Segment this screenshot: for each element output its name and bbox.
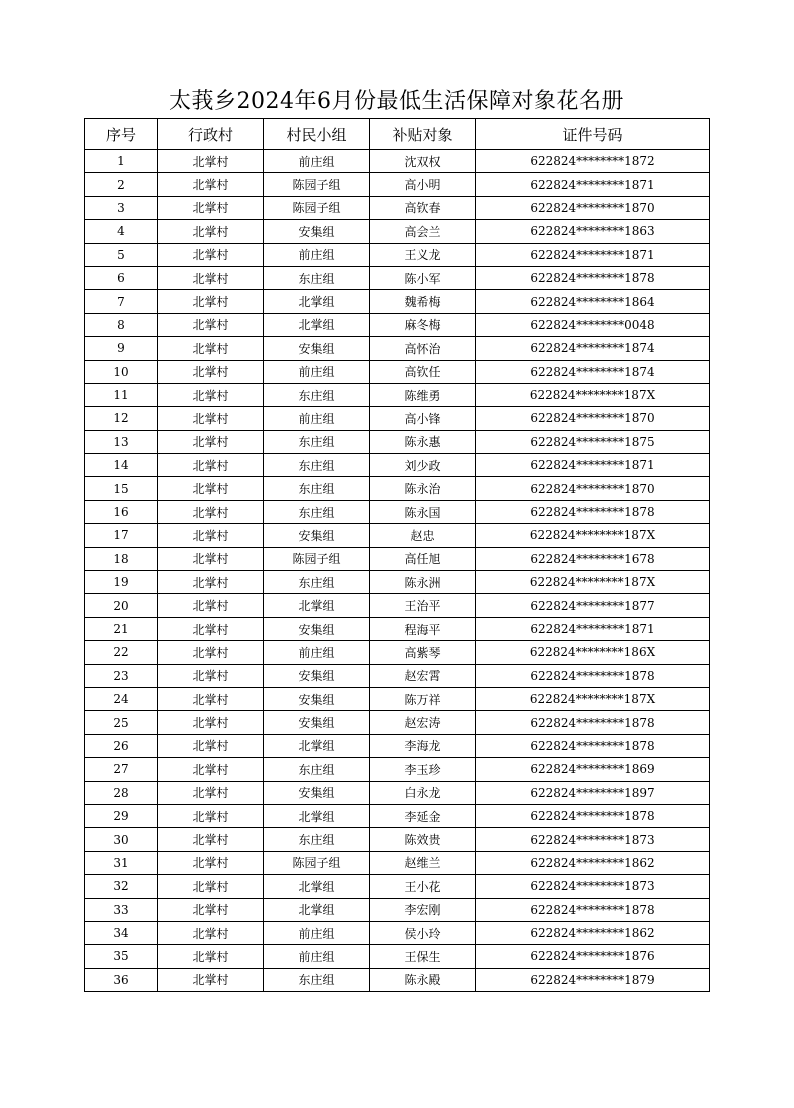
table-row [85, 337, 710, 360]
cell-serial-number: 27 [85, 758, 158, 781]
cell-id-number: 622824********1678 [476, 547, 710, 570]
cell-serial-number: 26 [85, 734, 158, 757]
cell-serial-number: 10 [85, 360, 158, 383]
cell-recipient: 陈维勇 [370, 383, 476, 406]
table-row [85, 407, 710, 430]
cell-villager-group: 安集组 [264, 711, 370, 734]
table-row [85, 594, 710, 617]
cell-recipient: 刘少政 [370, 454, 476, 477]
cell-id-number: 622824********1871 [476, 617, 710, 640]
table-row [85, 945, 710, 968]
cell-villager-group: 东庄组 [264, 758, 370, 781]
cell-village: 北掌村 [158, 664, 264, 687]
cell-recipient: 赵忠 [370, 524, 476, 547]
cell-serial-number: 24 [85, 687, 158, 710]
cell-village: 北掌村 [158, 968, 264, 991]
table-row [85, 921, 710, 944]
cell-village: 北掌村 [158, 617, 264, 640]
cell-village: 北掌村 [158, 290, 264, 313]
cell-recipient: 陈永惠 [370, 430, 476, 453]
cell-recipient: 陈效贵 [370, 828, 476, 851]
cell-villager-group: 东庄组 [264, 266, 370, 289]
cell-recipient: 沈双权 [370, 150, 476, 173]
table-row [85, 477, 710, 500]
cell-serial-number: 25 [85, 711, 158, 734]
cell-recipient: 高任旭 [370, 547, 476, 570]
cell-recipient: 陈永洲 [370, 571, 476, 594]
cell-villager-group: 前庄组 [264, 150, 370, 173]
cell-villager-group: 东庄组 [264, 477, 370, 500]
cell-id-number: 622824********1876 [476, 945, 710, 968]
cell-villager-group: 安集组 [264, 524, 370, 547]
cell-villager-group: 前庄组 [264, 641, 370, 664]
cell-serial-number: 18 [85, 547, 158, 570]
cell-recipient: 侯小玲 [370, 921, 476, 944]
document-title: 太莪乡2024年6月份最低生活保障对象花名册 [169, 89, 624, 114]
header-village: 行政村 [158, 119, 264, 150]
cell-recipient: 陈万祥 [370, 687, 476, 710]
cell-villager-group: 北掌组 [264, 290, 370, 313]
cell-villager-group: 东庄组 [264, 968, 370, 991]
cell-villager-group: 东庄组 [264, 430, 370, 453]
cell-recipient: 高小明 [370, 173, 476, 196]
table-row [85, 711, 710, 734]
cell-id-number: 622824********187X [476, 524, 710, 547]
cell-id-number: 622824********1878 [476, 266, 710, 289]
table-row [85, 617, 710, 640]
table-row [85, 851, 710, 874]
cell-recipient: 赵宏涛 [370, 711, 476, 734]
table-row [85, 383, 710, 406]
cell-villager-group: 安集组 [264, 337, 370, 360]
cell-id-number: 622824********1871 [476, 454, 710, 477]
table-row [85, 758, 710, 781]
cell-id-number: 622824********0048 [476, 313, 710, 336]
table-row [85, 500, 710, 523]
cell-recipient: 李玉珍 [370, 758, 476, 781]
cell-serial-number: 29 [85, 804, 158, 827]
table-row [85, 266, 710, 289]
cell-villager-group: 东庄组 [264, 571, 370, 594]
cell-id-number: 622824********187X [476, 571, 710, 594]
cell-serial-number: 22 [85, 641, 158, 664]
cell-village: 北掌村 [158, 804, 264, 827]
cell-serial-number: 15 [85, 477, 158, 500]
table-row [85, 968, 710, 991]
cell-village: 北掌村 [158, 758, 264, 781]
header-row [85, 119, 710, 150]
cell-villager-group: 北掌组 [264, 898, 370, 921]
cell-village: 北掌村 [158, 594, 264, 617]
cell-village: 北掌村 [158, 266, 264, 289]
cell-village: 北掌村 [158, 383, 264, 406]
table-row [85, 641, 710, 664]
cell-serial-number: 33 [85, 898, 158, 921]
table-row [85, 150, 710, 173]
cell-villager-group: 东庄组 [264, 500, 370, 523]
cell-serial-number: 11 [85, 383, 158, 406]
cell-id-number: 622824********1878 [476, 711, 710, 734]
cell-serial-number: 7 [85, 290, 158, 313]
header-serial-number: 序号 [85, 119, 158, 150]
cell-serial-number: 30 [85, 828, 158, 851]
cell-serial-number: 14 [85, 454, 158, 477]
cell-villager-group: 安集组 [264, 781, 370, 804]
cell-village: 北掌村 [158, 477, 264, 500]
cell-villager-group: 安集组 [264, 664, 370, 687]
roster-table [84, 118, 710, 992]
table-row [85, 571, 710, 594]
cell-id-number: 622824********1878 [476, 804, 710, 827]
cell-villager-group: 前庄组 [264, 945, 370, 968]
cell-villager-group: 前庄组 [264, 407, 370, 430]
cell-id-number: 622824********1862 [476, 921, 710, 944]
cell-serial-number: 5 [85, 243, 158, 266]
cell-id-number: 622824********1878 [476, 664, 710, 687]
cell-id-number: 622824********1878 [476, 898, 710, 921]
cell-village: 北掌村 [158, 734, 264, 757]
table-row [85, 547, 710, 570]
cell-village: 北掌村 [158, 407, 264, 430]
cell-id-number: 622824********1869 [476, 758, 710, 781]
table-row [85, 781, 710, 804]
cell-recipient: 陈永国 [370, 500, 476, 523]
cell-serial-number: 32 [85, 875, 158, 898]
table-row [85, 454, 710, 477]
cell-recipient: 陈永殿 [370, 968, 476, 991]
cell-serial-number: 23 [85, 664, 158, 687]
cell-id-number: 622824********1873 [476, 828, 710, 851]
cell-serial-number: 21 [85, 617, 158, 640]
cell-id-number: 622824********1874 [476, 337, 710, 360]
cell-recipient: 高小锋 [370, 407, 476, 430]
cell-village: 北掌村 [158, 524, 264, 547]
table-row [85, 360, 710, 383]
cell-serial-number: 19 [85, 571, 158, 594]
cell-recipient: 赵宏霄 [370, 664, 476, 687]
cell-recipient: 王小花 [370, 875, 476, 898]
cell-serial-number: 36 [85, 968, 158, 991]
table-row [85, 828, 710, 851]
cell-serial-number: 8 [85, 313, 158, 336]
cell-id-number: 622824********1877 [476, 594, 710, 617]
cell-village: 北掌村 [158, 220, 264, 243]
cell-id-number: 622824********1864 [476, 290, 710, 313]
cell-serial-number: 13 [85, 430, 158, 453]
cell-village: 北掌村 [158, 430, 264, 453]
cell-villager-group: 东庄组 [264, 383, 370, 406]
cell-id-number: 622824********1870 [476, 477, 710, 500]
table-row [85, 173, 710, 196]
cell-recipient: 陈永治 [370, 477, 476, 500]
cell-villager-group: 前庄组 [264, 243, 370, 266]
cell-serial-number: 2 [85, 173, 158, 196]
cell-village: 北掌村 [158, 360, 264, 383]
cell-recipient: 王保生 [370, 945, 476, 968]
cell-villager-group: 安集组 [264, 687, 370, 710]
cell-id-number: 622824********1863 [476, 220, 710, 243]
cell-id-number: 622824********186X [476, 641, 710, 664]
cell-serial-number: 16 [85, 500, 158, 523]
cell-village: 北掌村 [158, 851, 264, 874]
cell-village: 北掌村 [158, 547, 264, 570]
table-row [85, 898, 710, 921]
cell-village: 北掌村 [158, 243, 264, 266]
cell-recipient: 王义龙 [370, 243, 476, 266]
table-row [85, 664, 710, 687]
header-id-number: 证件号码 [476, 119, 710, 150]
cell-villager-group: 安集组 [264, 617, 370, 640]
cell-villager-group: 北掌组 [264, 734, 370, 757]
cell-village: 北掌村 [158, 711, 264, 734]
cell-village: 北掌村 [158, 828, 264, 851]
cell-id-number: 622824********1874 [476, 360, 710, 383]
cell-recipient: 高怀治 [370, 337, 476, 360]
cell-village: 北掌村 [158, 313, 264, 336]
cell-serial-number: 9 [85, 337, 158, 360]
cell-id-number: 622824********1878 [476, 734, 710, 757]
cell-serial-number: 35 [85, 945, 158, 968]
cell-villager-group: 东庄组 [264, 454, 370, 477]
cell-village: 北掌村 [158, 571, 264, 594]
cell-id-number: 622824********187X [476, 383, 710, 406]
cell-id-number: 622824********1879 [476, 968, 710, 991]
cell-village: 北掌村 [158, 150, 264, 173]
cell-village: 北掌村 [158, 898, 264, 921]
cell-serial-number: 28 [85, 781, 158, 804]
cell-id-number: 622824********1897 [476, 781, 710, 804]
table-row [85, 290, 710, 313]
cell-id-number: 622824********1871 [476, 243, 710, 266]
table-row [85, 220, 710, 243]
cell-serial-number: 34 [85, 921, 158, 944]
cell-serial-number: 17 [85, 524, 158, 547]
cell-id-number: 622824********1862 [476, 851, 710, 874]
cell-village: 北掌村 [158, 173, 264, 196]
cell-id-number: 622824********1872 [476, 150, 710, 173]
cell-serial-number: 31 [85, 851, 158, 874]
cell-village: 北掌村 [158, 454, 264, 477]
roster-body [85, 150, 710, 992]
cell-villager-group: 陈园子组 [264, 196, 370, 219]
table-row [85, 875, 710, 898]
header-villager-group: 村民小组 [264, 119, 370, 150]
cell-village: 北掌村 [158, 781, 264, 804]
cell-id-number: 622824********1878 [476, 500, 710, 523]
cell-villager-group: 陈园子组 [264, 547, 370, 570]
cell-id-number: 622824********1871 [476, 173, 710, 196]
table-row [85, 196, 710, 219]
cell-recipient: 高钦任 [370, 360, 476, 383]
table-row [85, 430, 710, 453]
cell-serial-number: 4 [85, 220, 158, 243]
cell-villager-group: 东庄组 [264, 828, 370, 851]
cell-serial-number: 1 [85, 150, 158, 173]
cell-id-number: 622824********187X [476, 687, 710, 710]
cell-serial-number: 20 [85, 594, 158, 617]
cell-recipient: 麻冬梅 [370, 313, 476, 336]
cell-village: 北掌村 [158, 337, 264, 360]
cell-villager-group: 陈园子组 [264, 173, 370, 196]
cell-village: 北掌村 [158, 196, 264, 219]
cell-villager-group: 前庄组 [264, 921, 370, 944]
cell-villager-group: 北掌组 [264, 594, 370, 617]
cell-village: 北掌村 [158, 875, 264, 898]
table-row [85, 313, 710, 336]
table-row [85, 804, 710, 827]
cell-village: 北掌村 [158, 500, 264, 523]
cell-villager-group: 陈园子组 [264, 851, 370, 874]
cell-villager-group: 北掌组 [264, 875, 370, 898]
cell-id-number: 622824********1870 [476, 196, 710, 219]
cell-recipient: 李海龙 [370, 734, 476, 757]
cell-id-number: 622824********1875 [476, 430, 710, 453]
cell-recipient: 程海平 [370, 617, 476, 640]
cell-serial-number: 6 [85, 266, 158, 289]
cell-id-number: 622824********1870 [476, 407, 710, 430]
cell-recipient: 高紫琴 [370, 641, 476, 664]
cell-recipient: 王治平 [370, 594, 476, 617]
cell-villager-group: 安集组 [264, 220, 370, 243]
cell-recipient: 高会兰 [370, 220, 476, 243]
cell-village: 北掌村 [158, 641, 264, 664]
cell-villager-group: 北掌组 [264, 313, 370, 336]
cell-serial-number: 12 [85, 407, 158, 430]
cell-recipient: 陈小军 [370, 266, 476, 289]
cell-village: 北掌村 [158, 945, 264, 968]
cell-village: 北掌村 [158, 921, 264, 944]
table-row [85, 734, 710, 757]
table-row [85, 687, 710, 710]
cell-villager-group: 北掌组 [264, 804, 370, 827]
table-row [85, 243, 710, 266]
cell-recipient: 魏希梅 [370, 290, 476, 313]
cell-serial-number: 3 [85, 196, 158, 219]
cell-recipient: 白永龙 [370, 781, 476, 804]
cell-recipient: 李延金 [370, 804, 476, 827]
cell-villager-group: 前庄组 [264, 360, 370, 383]
cell-village: 北掌村 [158, 687, 264, 710]
table-row [85, 524, 710, 547]
header-recipient: 补贴对象 [370, 119, 476, 150]
cell-recipient: 赵维兰 [370, 851, 476, 874]
cell-recipient: 高钦春 [370, 196, 476, 219]
cell-recipient: 李宏刚 [370, 898, 476, 921]
cell-id-number: 622824********1873 [476, 875, 710, 898]
